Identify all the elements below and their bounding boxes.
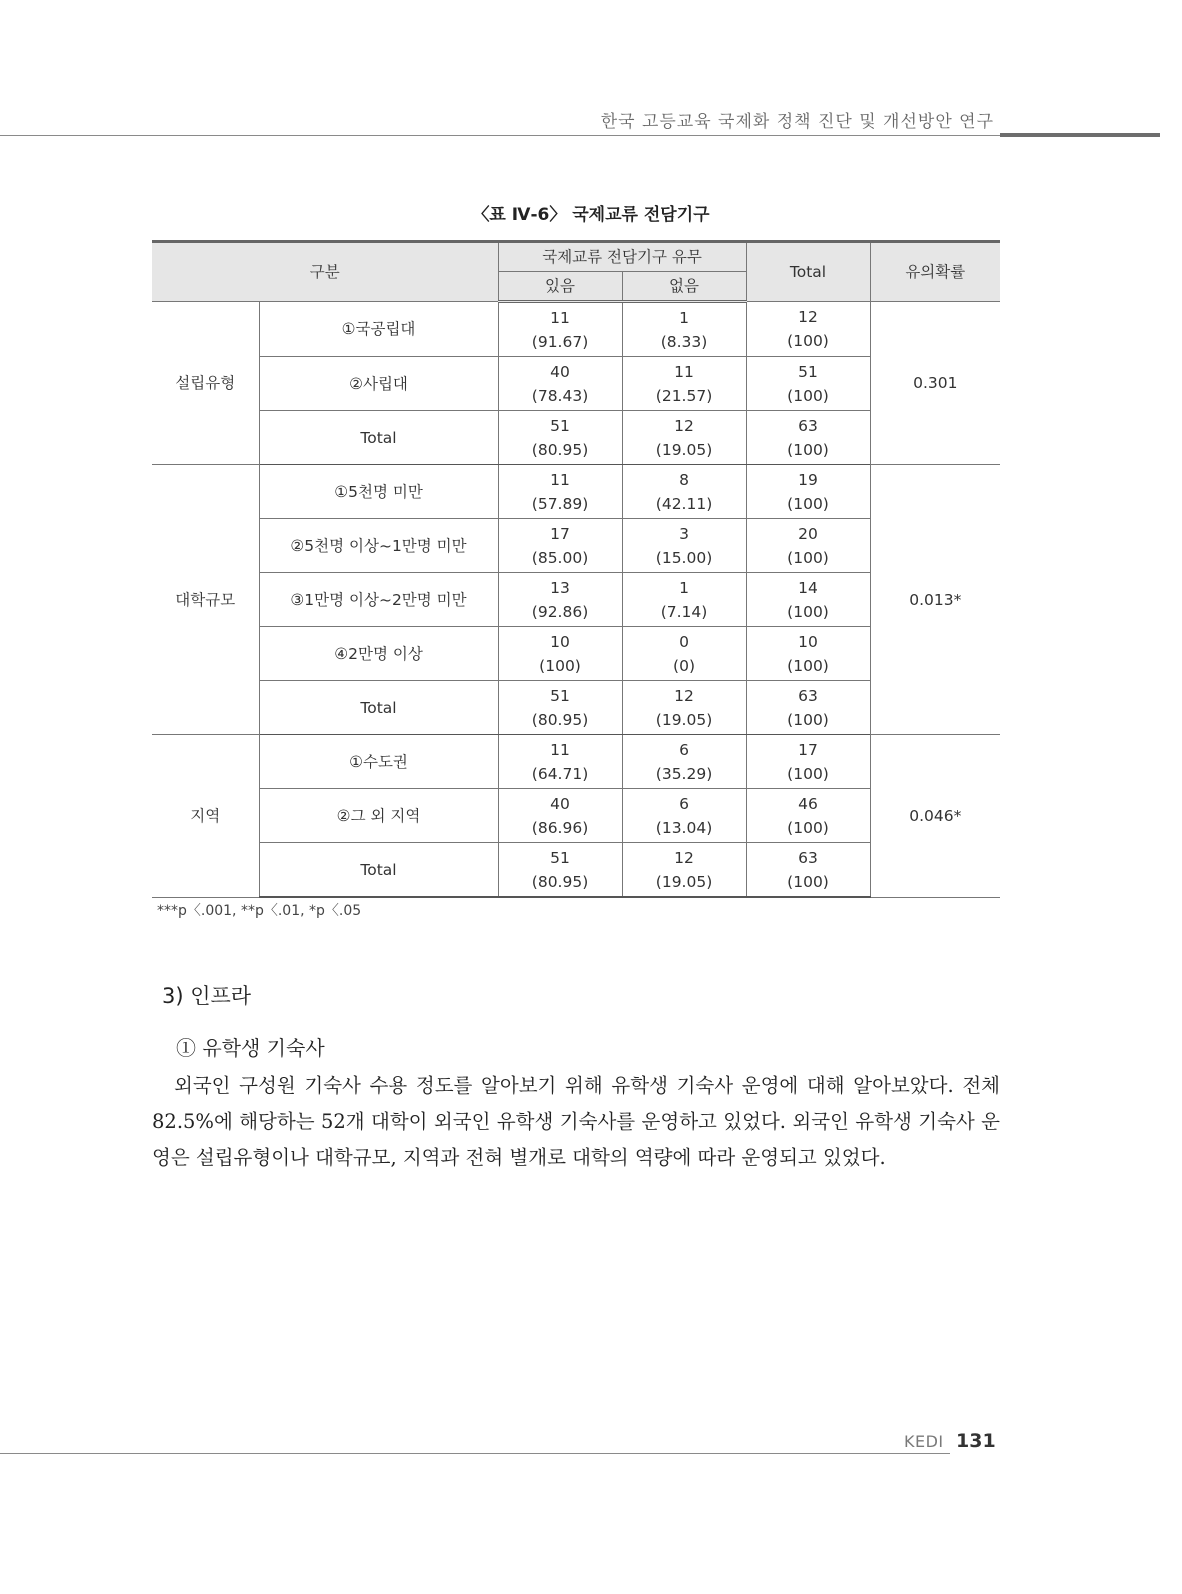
yes-percent: (85.00) bbox=[531, 548, 589, 567]
no-cell bbox=[622, 357, 746, 411]
header-total: Total bbox=[746, 242, 870, 302]
total-percent: (100) bbox=[787, 386, 829, 405]
yes-percent: (80.95) bbox=[531, 710, 589, 729]
significance-value: 0.013* bbox=[870, 465, 1000, 735]
yes-count: 10 bbox=[550, 632, 570, 651]
yes-percent: (78.43) bbox=[531, 386, 589, 405]
row-label-total: Total bbox=[259, 681, 498, 735]
no-count: 6 bbox=[679, 740, 689, 759]
table-footnote: ***p〈.001, **p〈.01, *p〈.05 bbox=[157, 903, 362, 919]
yes-percent: (80.95) bbox=[531, 440, 589, 459]
total-percent: (100) bbox=[787, 872, 829, 891]
table-row bbox=[152, 465, 1000, 519]
significance-value: 0.046* bbox=[870, 735, 1000, 898]
total-count: 63 bbox=[798, 848, 818, 867]
total-cell bbox=[746, 302, 870, 357]
header-significance: 유의확률 bbox=[870, 242, 1000, 302]
yes-percent: (100) bbox=[539, 656, 581, 675]
no-percent: (13.04) bbox=[655, 818, 713, 837]
row-label: ②사립대 bbox=[259, 357, 498, 411]
yes-percent: (86.96) bbox=[531, 818, 589, 837]
total-percent: (100) bbox=[787, 332, 829, 350]
group-label: 지역 bbox=[152, 735, 259, 898]
no-count: 12 bbox=[674, 686, 694, 705]
total-cell bbox=[746, 411, 870, 465]
no-percent: (8.33) bbox=[660, 332, 708, 351]
body-paragraph: 외국인 구성원 기숙사 수용 정도를 알아보기 위해 유학생 기숙사 운영에 대해 알아보았다. 전체 82.5%에 해당하는 52개 대학이 외국인 유학생 기숙사를 운영하고 있었다. 외국인 유학생 기숙사 운영은 설립유형이나 대학규모, 지역과 전혀 별개로 대학의 역량에 따라 운영되고 있었다. bbox=[152, 1074, 1000, 1169]
group-label: 대학규모 bbox=[152, 465, 259, 735]
no-percent: (35.29) bbox=[655, 764, 713, 783]
no-count: 11 bbox=[674, 362, 694, 381]
no-cell bbox=[622, 302, 746, 357]
no-percent: (19.05) bbox=[655, 440, 713, 459]
row-label: ④2만명 이상 bbox=[259, 627, 498, 681]
total-count: 46 bbox=[798, 794, 818, 813]
no-percent: (19.05) bbox=[655, 710, 713, 729]
page-number: 131 bbox=[956, 1430, 996, 1452]
row-label: ②5천명 이상~1만명 미만 bbox=[259, 519, 498, 573]
yes-count: 51 bbox=[550, 416, 570, 435]
no-count: 6 bbox=[679, 794, 689, 813]
total-percent: (100) bbox=[787, 818, 829, 837]
total-percent: (100) bbox=[787, 494, 829, 513]
total-cell bbox=[746, 519, 870, 573]
yes-percent: (80.95) bbox=[531, 872, 589, 891]
row-label-total: Total bbox=[259, 843, 498, 898]
yes-cell bbox=[498, 411, 622, 465]
yes-count: 11 bbox=[550, 740, 570, 759]
row-label: ①국공립대 bbox=[259, 302, 498, 357]
sub-heading: ① 유학생 기숙사 bbox=[176, 1036, 325, 1060]
total-count: 19 bbox=[798, 470, 818, 489]
yes-cell bbox=[498, 681, 622, 735]
total-cell bbox=[746, 357, 870, 411]
no-cell bbox=[622, 573, 746, 627]
row-label: ③1만명 이상~2만명 미만 bbox=[259, 573, 498, 627]
yes-count: 40 bbox=[550, 362, 570, 381]
total-cell bbox=[746, 843, 870, 898]
yes-percent: (91.67) bbox=[531, 332, 589, 351]
no-cell bbox=[622, 681, 746, 735]
no-percent: (19.05) bbox=[655, 872, 713, 891]
no-percent: (0) bbox=[673, 656, 695, 675]
no-cell bbox=[622, 735, 746, 789]
yes-cell bbox=[498, 302, 622, 357]
table-row bbox=[152, 302, 1000, 357]
row-label: ①수도권 bbox=[259, 735, 498, 789]
no-cell bbox=[622, 465, 746, 519]
total-cell bbox=[746, 465, 870, 519]
no-count: 8 bbox=[679, 470, 689, 489]
header-category: 구분 bbox=[152, 242, 498, 302]
yes-cell bbox=[498, 519, 622, 573]
total-count: 14 bbox=[798, 578, 818, 597]
header-no: 없음 bbox=[622, 272, 746, 302]
no-percent: (21.57) bbox=[655, 386, 713, 405]
yes-cell bbox=[498, 627, 622, 681]
total-count: 10 bbox=[798, 632, 818, 651]
no-percent: (15.00) bbox=[655, 548, 713, 567]
total-cell bbox=[746, 735, 870, 789]
footer-rule bbox=[0, 1453, 950, 1454]
header-rule bbox=[0, 135, 1000, 136]
running-head: 한국 고등교육 국제화 정책 진단 및 개선방안 연구 bbox=[600, 112, 994, 132]
row-label: ②그 외 지역 bbox=[259, 789, 498, 843]
row-label-total: Total bbox=[259, 411, 498, 465]
header-group: 국제교류 전담기구 유무 bbox=[498, 242, 746, 272]
row-label: ①5천명 미만 bbox=[259, 465, 498, 519]
total-percent: (100) bbox=[787, 710, 829, 729]
total-count: 63 bbox=[798, 416, 818, 435]
yes-count: 51 bbox=[550, 686, 570, 705]
yes-count: 17 bbox=[550, 524, 570, 543]
total-count: 17 bbox=[798, 740, 818, 759]
yes-count: 13 bbox=[550, 578, 570, 597]
footer-label: KEDI bbox=[904, 1432, 944, 1451]
total-cell bbox=[746, 789, 870, 843]
no-count: 1 bbox=[679, 578, 689, 597]
section-heading: 3) 인프라 bbox=[162, 984, 252, 1008]
total-percent: (100) bbox=[787, 440, 829, 459]
no-cell bbox=[622, 519, 746, 573]
total-count: 63 bbox=[798, 686, 818, 705]
total-count: 51 bbox=[798, 362, 818, 381]
group-label: 설립유형 bbox=[152, 302, 259, 465]
significance-value: 0.301 bbox=[870, 302, 1000, 465]
yes-percent: (57.89) bbox=[531, 494, 589, 513]
total-count: 20 bbox=[798, 524, 818, 543]
no-percent: (42.11) bbox=[655, 494, 713, 513]
yes-cell bbox=[498, 735, 622, 789]
header-yes: 있음 bbox=[498, 272, 622, 302]
yes-percent: (92.86) bbox=[531, 602, 589, 621]
table-row bbox=[152, 735, 1000, 789]
no-cell bbox=[622, 843, 746, 898]
no-cell bbox=[622, 789, 746, 843]
yes-cell bbox=[498, 843, 622, 898]
statistics-table bbox=[152, 240, 1000, 898]
yes-count: 11 bbox=[550, 308, 570, 327]
total-cell bbox=[746, 627, 870, 681]
yes-percent: (64.71) bbox=[531, 764, 589, 783]
total-count: 12 bbox=[798, 308, 818, 326]
total-percent: (100) bbox=[787, 764, 829, 783]
no-count: 1 bbox=[679, 308, 689, 327]
total-percent: (100) bbox=[787, 548, 829, 567]
yes-count: 11 bbox=[550, 470, 570, 489]
yes-count: 51 bbox=[550, 848, 570, 867]
total-cell bbox=[746, 681, 870, 735]
table-caption: 〈표 Ⅳ-6〉 국제교류 전담기구 bbox=[472, 205, 710, 225]
yes-cell bbox=[498, 465, 622, 519]
yes-count: 40 bbox=[550, 794, 570, 813]
yes-cell bbox=[498, 573, 622, 627]
no-count: 12 bbox=[674, 416, 694, 435]
no-count: 0 bbox=[679, 632, 689, 651]
no-count: 3 bbox=[679, 524, 689, 543]
yes-cell bbox=[498, 789, 622, 843]
yes-cell bbox=[498, 357, 622, 411]
header-rule-accent bbox=[1000, 133, 1160, 137]
no-percent: (7.14) bbox=[660, 602, 708, 621]
total-cell bbox=[746, 573, 870, 627]
no-cell bbox=[622, 627, 746, 681]
no-cell bbox=[622, 411, 746, 465]
no-count: 12 bbox=[674, 848, 694, 867]
total-percent: (100) bbox=[787, 602, 829, 621]
total-percent: (100) bbox=[787, 656, 829, 675]
